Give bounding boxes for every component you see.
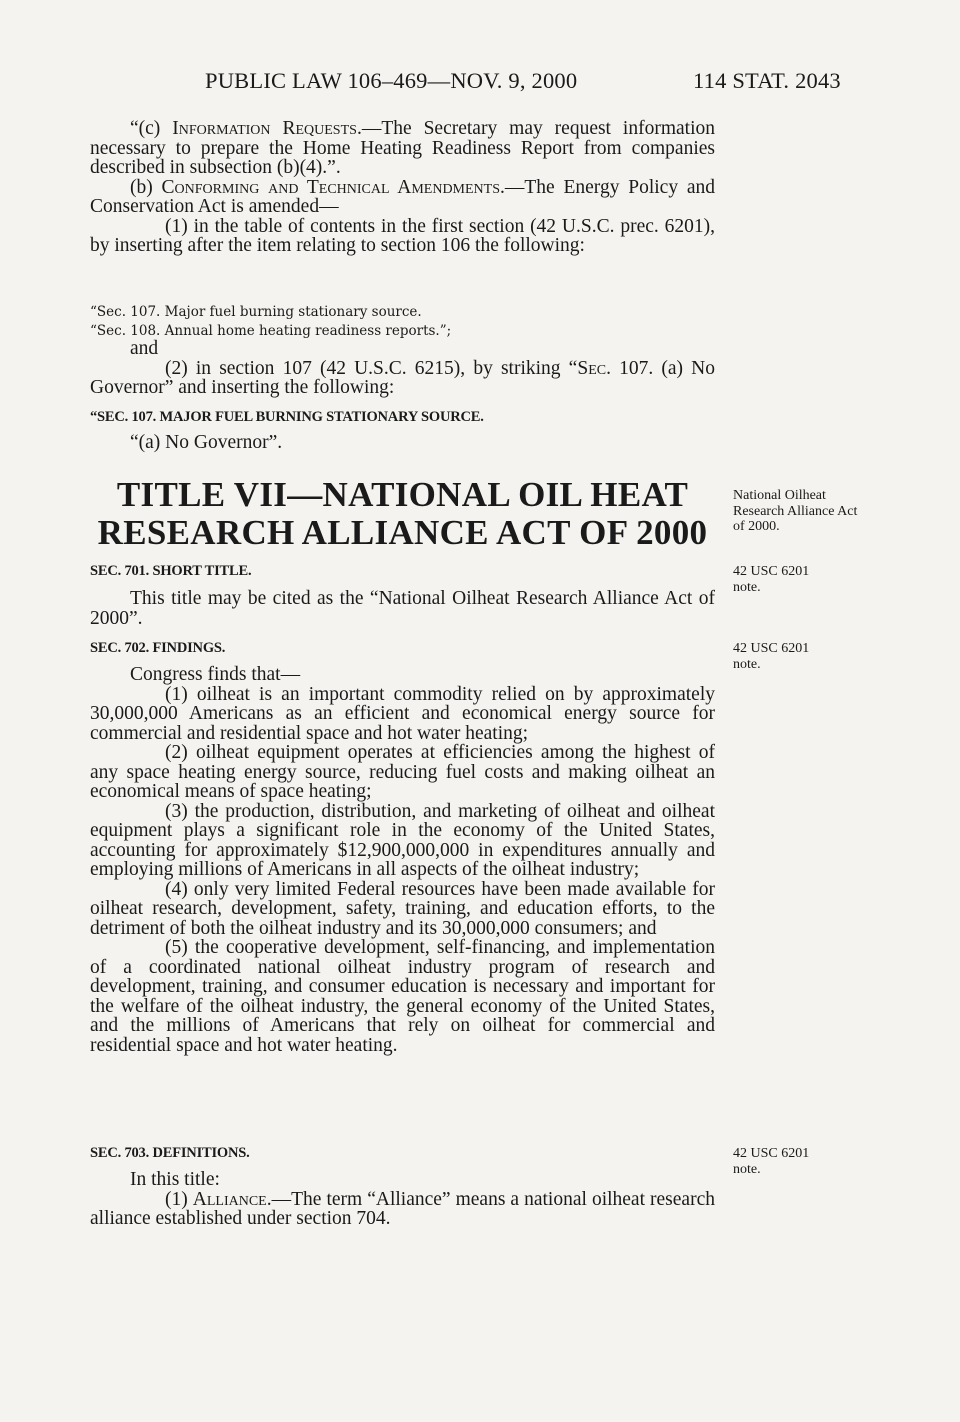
margin-note-703: 42 USC 6201 note. xyxy=(733,1146,810,1177)
amendment-block xyxy=(90,119,715,256)
finding-item: (5) the cooperative development, self-financing, and implementation of a coordinated national oilheat industry program of research and development, training, and consumer education is necessary and important for the welfare of the oilheat industry, the general economy of the United States, and the millions of Americans that rely on oilheat for commercial and residential space and hot water heating. xyxy=(90,937,715,1056)
sec-703-heading: SEC. 703. DEFINITIONS. xyxy=(90,1145,250,1161)
sec-701-text: This title may be cited as the “National Oilheat Research Alliance Act of 2000”. xyxy=(90,588,715,629)
margin-note-702: 42 USC 6201 note. xyxy=(733,641,810,672)
finding-item: (2) oilheat equipment operates at efficiencies among the highest of any space heating energy source, reducing fuel costs and making oilheat an economical means of space heating; xyxy=(90,742,715,802)
amendment-block-2 xyxy=(90,339,715,398)
table-of-contents-insert xyxy=(90,304,451,339)
finding-item: (3) the production, distribution, and marketing of oilheat and oilheat equipment plays a significant role in the economy of the United States, accounting for approximately $12,900,000,000 in expenditures annually and employing millions of Americans in all aspects of the oilheat industry; xyxy=(90,800,715,880)
subsection-c-heading: Information Requests xyxy=(172,118,357,139)
definitions-intro: In this title: xyxy=(130,1169,220,1190)
toc-line: “Sec. 108. Annual home heating readiness reports.”; xyxy=(90,323,452,339)
margin-note-701: 42 USC 6201 note. xyxy=(733,564,810,595)
toc-line: “Sec. 107. Major fuel burning stationary source. xyxy=(90,304,422,320)
sec-703-definitions xyxy=(90,1170,715,1229)
sec-107-heading: “SEC. 107. MAJOR FUEL BURNING STATIONARY SOURCE. xyxy=(90,409,484,425)
amendment-item-2: (2) in section 107 (42 U.S.C. 6215), by striking “Sec. 107. (a) No Governor” and inserting the following: xyxy=(90,357,715,398)
finding-item: (1) oilheat is an important commodity relied on by approximately 30,000,000 Americans as an efficient and economical energy source for commercial and residential space and hot water heating; xyxy=(90,683,715,744)
subsection-c: “(c) Information Requests.—The Secretary may request information necessary to prepare the Home Heating Readiness Report from companies described in subsection (b)(4).”. xyxy=(90,118,715,178)
amendment-item-1: (1) in the table of contents in the first section (42 U.S.C. prec. 6201), by inserting after the item relating to section 106 the following: xyxy=(90,215,715,256)
title-line-1: TITLE VII—NATIONAL OIL HEAT xyxy=(116,475,689,514)
subsection-b-heading: Conforming and Technical Amendments xyxy=(161,176,501,198)
and-connector: and xyxy=(130,338,159,359)
title-line-2: RESEARCH ALLIANCE ACT OF 2000 xyxy=(97,513,708,552)
sec-702-heading: SEC. 702. FINDINGS. xyxy=(90,640,226,656)
sec-701-heading: SEC. 701. SHORT TITLE. xyxy=(90,563,252,579)
running-header-stat: 114 STAT. 2043 xyxy=(693,68,841,93)
findings-intro: Congress finds that— xyxy=(130,664,301,685)
margin-note-title: National Oilheat Research Alliance Act of 2000. xyxy=(733,488,858,534)
title-heading xyxy=(90,477,715,550)
definition-item: (1) Alliance.—The term “Alliance” means a national oilheat research alliance established under section 704. xyxy=(90,1188,715,1229)
subsection-b: (b) Conforming and Technical Amendments.—The Energy Policy and Conservation Act is amended— xyxy=(90,176,715,217)
finding-item: (4) only very limited Federal resources have been made available for oilheat research, development, safety, training, and education efforts, to the detriment of both the oilheat industry and its 30,000,000 consumers; and xyxy=(90,878,715,939)
sec-702-findings xyxy=(90,665,715,1055)
definition-term-heading: Alliance xyxy=(192,1188,267,1210)
running-header-title: PUBLIC LAW 106–469—NOV. 9, 2000 xyxy=(205,68,578,93)
sec-107-text: “(a) No Governor”. xyxy=(130,432,283,453)
